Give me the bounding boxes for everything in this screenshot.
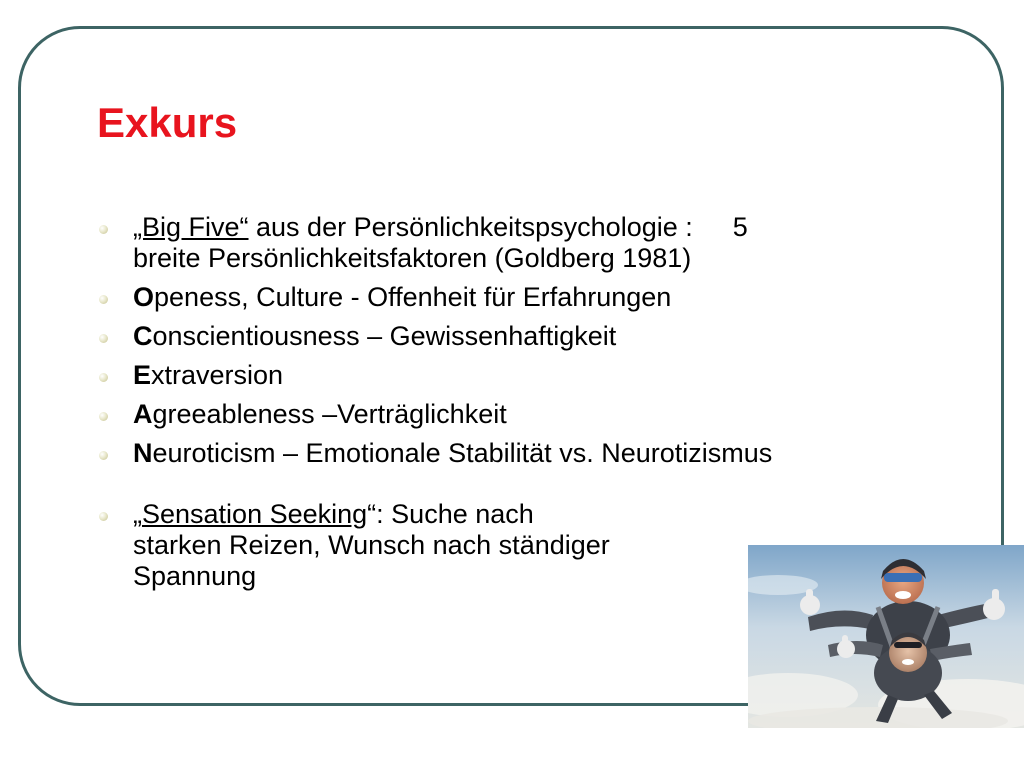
sensation-seeking-link[interactable] (133, 499, 367, 529)
slide-title: Exkurs (97, 99, 238, 146)
skydivers-photo (748, 545, 1024, 728)
bullet-icon (99, 334, 108, 343)
link-text: Sensation Seeking (142, 499, 368, 529)
item-text: aus der Persönlichkeitspsychologie : (248, 212, 693, 242)
item-initial: E (133, 360, 152, 390)
list-item-neuroticism (96, 438, 916, 469)
open-quote: „ (133, 499, 142, 529)
list-item-extraversion (96, 360, 916, 391)
bullet-icon (99, 225, 108, 234)
big-five-link[interactable]: „Big Five“ (133, 212, 249, 242)
item-text: : Suche nach (376, 499, 534, 529)
list-item-agreeableness (96, 399, 916, 430)
item-text-line2: starken Reizen, Wunsch nach ständiger (133, 530, 610, 560)
item-text: euroticism – Emotionale Stabilität vs. Neurotizismus (152, 438, 773, 468)
list-item-openness (96, 282, 916, 313)
item-text: onscientiousness – Gewissenhaftigkeit (152, 321, 617, 351)
item-initial: C (133, 321, 153, 351)
item-initial: O (133, 282, 155, 312)
bullet-icon (99, 412, 108, 421)
item-text: xtraversion (151, 360, 284, 390)
list-item-conscientiousness (96, 321, 916, 352)
bullet-icon (99, 451, 108, 460)
list-item-big-five (96, 212, 916, 274)
close-quote: “ (367, 499, 377, 529)
bullet-icon (99, 512, 108, 521)
bullet-list (96, 212, 916, 600)
item-text-line2: breite Persönlichkeitsfaktoren (Goldberg 1981) (133, 243, 692, 273)
item-initial: N (133, 438, 153, 468)
skydivers-illustration (748, 545, 1024, 728)
bullet-icon (99, 295, 108, 304)
item-text: greeableness –Verträglichkeit (152, 399, 507, 429)
item-text-line3: Spannung (133, 561, 257, 591)
bullet-icon (99, 373, 108, 382)
item-initial: A (133, 399, 153, 429)
item-text: peness, Culture - Offenheit für Erfahrungen (154, 282, 672, 312)
item-number: 5 (732, 212, 748, 242)
